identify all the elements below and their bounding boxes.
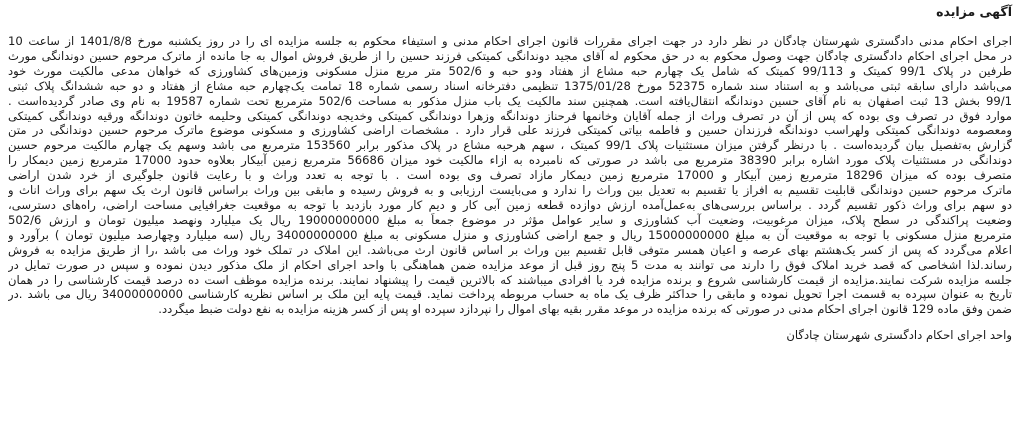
notice-line: تاریخ به عنوان سپرده به قسمت اجرا تحویل نموده و مابقی را حداکثر ظرف یک ماه به حساب مربوطه پرداخت نماید. قیمت پایه این ملک بر اساس نظریه کارشناسی 34000000000 ریال می باشد .در <box>8 287 1012 302</box>
notice-line: وضعیت پراکندگی در سطح پلاک، میزان مرغوبیت، وضعیت آب کشاورزی و سایر عوامل مؤثر در موضوع جمعاً به مبلغ 19000000000 ریال یک میلیارد ونهصد میلیون تومان و ارزش 502/6 <box>8 212 1012 227</box>
notice-line: در محل اجرای احکام دادگستری چادگان جهت وصول محکوم به در حق محکوم له آقای مجید دوندانگی کمیتکی فرزند حسین را از طریق فروش اموال به جا مانده از ماترک مرحوم حسین دوندانگی مورث <box>8 48 1012 63</box>
notice-body <box>8 34 1012 317</box>
notice-line: متصرف بوده که میزان 18296 مترمربع زمین آبیکار و 17000 مترمربع زمین دیمکار مازاد تصرف وی بوده است . با توجه به تعدد وراث و با رعایت قانون جلوگیری از خرد شدن اراضی <box>8 168 1012 183</box>
notice-line: جلسه مزایده شرکت نمایند.مزایده از قیمت کارشناسی شروع و برنده مزایده فرد یا افرادی میباشند که بالاترین قیمت را پیشنهاد نمایند. برنده مزایده موظف است ده درصد قیمت کارشناسی را در همان <box>8 272 1012 287</box>
notice-title: آگهی مزایده <box>936 4 1012 19</box>
notice-line: رساند.لذا اشخاصی که قصد خرید املاک فوق را دارند می توانند به مدت 5 پنج روز قبل از موعد مزایده ضمن هماهنگی با واحد اجرای احکام از ملک مذکور دیدن نموده و سپس در صورت تمایل در <box>8 257 1012 272</box>
notice-signature: واحد اجرای احکام دادگستری شهرستان چادگان <box>786 328 1012 343</box>
notice-line: موارد فوق در تصرف وی بوده که پس از آن در تصرف وراث از جمله آقایان وخانمها فرحناز دوندانگه وزهرا دوندانگی کمیتکی وخدیجه دوندانگی کمیتکی وحلیمه خاتون دوندانگه ورقیه دوندانگی کمیتکی <box>8 108 1012 123</box>
notice-line: طرفین در پلاک 99/1 کمیتک و 99/113 کمیتک که شامل یک چهارم حبه مشاع از هفتاد ودو حبه و 502/6 متر مربع منزل مسکونی وزمین‌های کشاورزی که خواهان مدعی مالکیت مورث خود <box>8 63 1012 78</box>
notice-line: ومعصومه دوندانگی کمیتکی ولهراسب دوندانگه فرزندان حسین و فاطمه بیاتی کمیتکی فرزند علی قرار دارد . مشخصات اراضی کشاورزی و مسکونی موضوع ماترک مرحوم حسین دوندانگی در متن <box>8 123 1012 138</box>
notice-line: مترمربع منزل مسکونی با توجه به موقعیت آن به مبلغ 15000000000 ریال و جمع اراضی کشاورزی و منزل مسکونی به مبلغ 34000000000 ریال (سه میلیارد وچهارصد میلیون تومان ) برآورد و <box>8 227 1012 242</box>
notice-line: اعلام می‌گردد که پس از کسر یک‌هشتم بهای عرصه و اعیان همسر متوفی قابل تقسیم بین وراث بر اساس قانون ارث می‌باشد. این املاک در تملک خود وراث می باشد ،را از طریق مزایده به فروش <box>8 242 1012 257</box>
notice-line: ماترک مرحوم حسین دوندانگی قابلیت تقسیم به افراز یا تقسیم به تعدیل بین وراث را ندارد و می‌بایست ارزیابی و به فروش رسیده و مابقی بین وراث براساس قانون ارث یک سهم برای وراث اناث و <box>8 183 1012 198</box>
notice-line: اجرای احکام مدنی دادگستری شهرستان چادگان در نظر دارد در جهت اجرای مقررات قانون اجرای احکام مدنی و استیفاء محکوم به جلسه مزایده ای را در روز یکشنبه مورخ 1401/8/8 از ساعت 10 <box>8 34 1012 48</box>
notice-line: ضمن وفق ماده 129 قانون اجرای احکام مدنی در صورتی که برنده مزایده در موعد مقرر بقیه بهای اموال را نپردازد سپرده او پس از کسر هزینه مزایده به نفع دولت ضبط میگردد. <box>158 302 1012 317</box>
notice-line: دوندانگی در مستثنیات پلاک مورد اشاره برابر 38390 مترمربع می باشد در صورتی که نامبرده به ازاء مالکیت خود میزان 56686 مترمربع زمین آبیکار بعلاوه حدود 17000 مترمربع زمین دیمکار را <box>8 153 1012 168</box>
notice-line: دو سهم برای وراث ذکور تقسیم گردد . براساس بررسی‌های به‌عمل‌آمده ارزش دوازده قطعه زمین آبی کار و دیم کار مورد بازدید با توجه به موقعیت جغرافیایی مساحت اراضی، راه‌های دسترسی، <box>8 197 1012 212</box>
notice-line: می‌باشد دارای سابقه ثبتی می‌باشد و به استناد سند شماره 52375 مورخ 1375/01/28 تنظیمی دفترخانه اسناد رسمی شماره 18 تمامت یک‌چهارم حبه مشاع از هفتاد و دو حبه ششدانگ پلاک ثبتی <box>8 78 1012 93</box>
notice-line: گزارش به‌تفصیل بیان گردیده‌است . با درنظر گرفتن میزان مستثنیات پلاک 99/1 کمیتک ، سهم هرحبه مشاع در پلاک مذکور برابر 153560 مترمربع می باشد وسهم یک چهارم مالکیت مرحوم حسین <box>8 138 1012 153</box>
notice-line: 99/1 بخش 13 ثبت اصفهان به نام آقای حسین دوندانگه انتقال‌یافته است. همچنین سند مالکیت یک باب منزل مذکور به مساحت 502/6 مترمربع تحت شماره 19587 به نام وی صادر گردیده‌است . <box>8 93 1012 108</box>
